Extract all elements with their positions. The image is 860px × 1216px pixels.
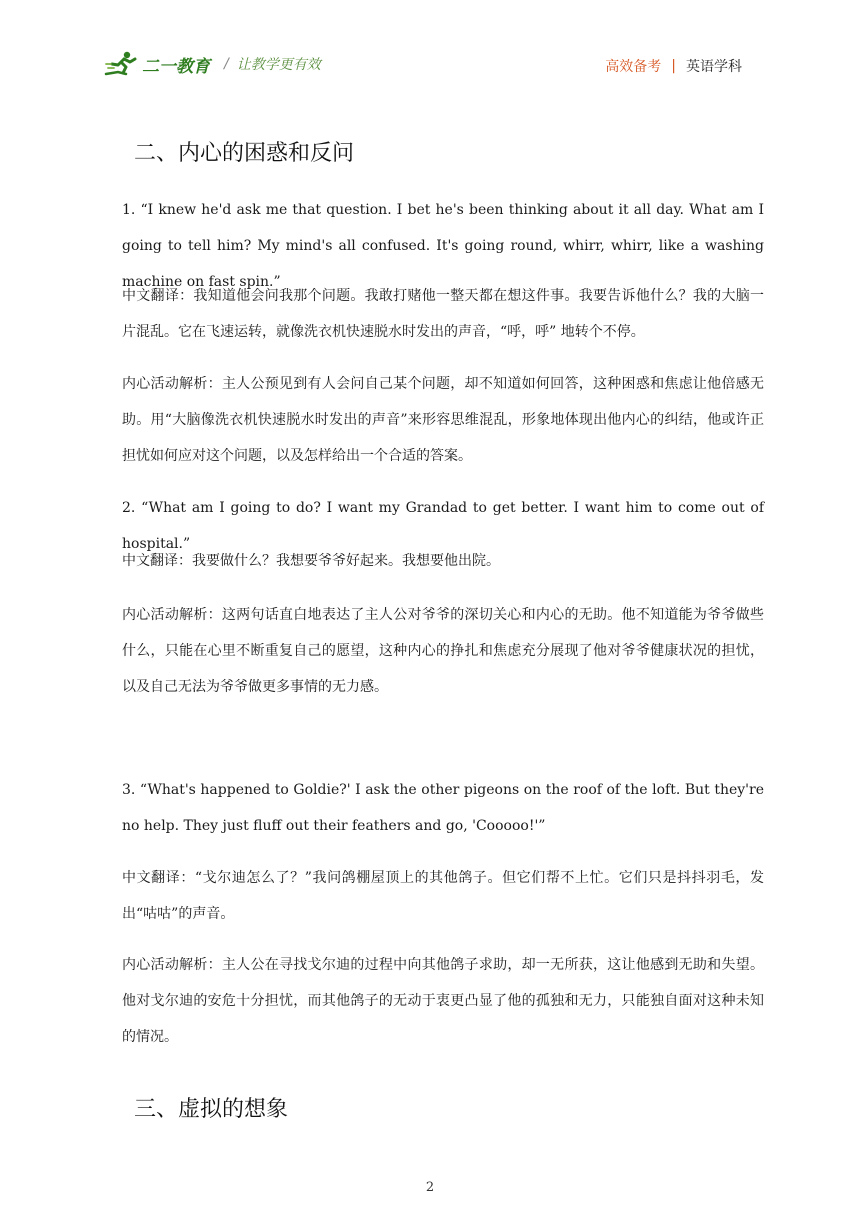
- running-figure-logo-icon: [104, 50, 140, 78]
- brand-logo: [104, 50, 321, 78]
- analysis-2: 内心活动解析：这两句话直白地表达了主人公对爷爷的深切关心和内心的无助。他不知道能为爷爷做些什么，只能在心里不断重复自己的愿望，这种内心的挣扎和焦虑充分展现了他对爷爷健康状况的担忧，以及自己无法为爷爷做更多事情的无力感。: [122, 607, 764, 695]
- tag-separator: |: [671, 58, 676, 74]
- brand-name: 二一教育: [142, 56, 210, 77]
- tag-subject: 英语学科: [686, 59, 742, 75]
- tag-exam: 高效备考: [605, 59, 662, 75]
- quote-3: 3. “What's happened to Goldie?' I ask the other pigeons on the roof of the loft. But they're no help. They just fluff out their feathers and go, 'Cooooo!'”: [122, 782, 764, 834]
- quote-2: 2. “What am I going to do? I want my Grandad to get better. I want him to come out of hospital.”: [122, 500, 764, 552]
- translation-2: 中文翻译：我要做什么？我想要爷爷好起来。我想要他出院。: [122, 553, 500, 569]
- section-title: 二、内心的困惑和反问: [134, 141, 355, 166]
- translation-1: 中文翻译：我知道他会问我那个问题。我敢打赌他一整天都在想这件事。我要告诉他什么？我的大脑一片混乱。它在飞速运转，就像洗衣机快速脱水时发出的声音，“呼，呼” 地转个不停。: [122, 288, 764, 340]
- header-tags: [605, 56, 742, 76]
- page-header: [0, 0, 860, 100]
- analysis-3: 内心活动解析：主人公在寻找戈尔迪的过程中向其他鸽子求助，却一无所获，这让他感到无助和失望。他对戈尔迪的安危十分担忧，而其他鸽子的无动于衷更凸显了他的孤独和无力，只能独自面对这种未知的情况。: [122, 957, 764, 1045]
- analysis-1: 内心活动解析：主人公预见到有人会问自己某个问题，却不知道如何回答，这种困惑和焦虑让他倍感无助。用“大脑像洗衣机快速脱水时发出的声音”来形容思维混乱，形象地体现出他内心的纠结，他或许正担忧如何应对这个问题，以及怎样给出一个合适的答案。: [122, 376, 764, 464]
- slogan-separator: /: [224, 56, 229, 72]
- section-title: 三、虚拟的想象: [134, 1097, 289, 1122]
- page-number: 2: [425, 1180, 435, 1195]
- slogan: 让教学更有效: [236, 57, 321, 73]
- translation-3: 中文翻译：“戈尔迪怎么了？”我问鸽棚屋顶上的其他鸽子。但它们帮不上忙。它们只是抖抖羽毛，发出“咕咕”的声音。: [122, 870, 764, 922]
- quote-1: 1. “I knew he'd ask me that question. I bet he's been thinking about it all day. What am I going to tell him? My mind's all confused. It's going round, whirr, whirr, like a washing machine on fast spin.”: [122, 202, 764, 290]
